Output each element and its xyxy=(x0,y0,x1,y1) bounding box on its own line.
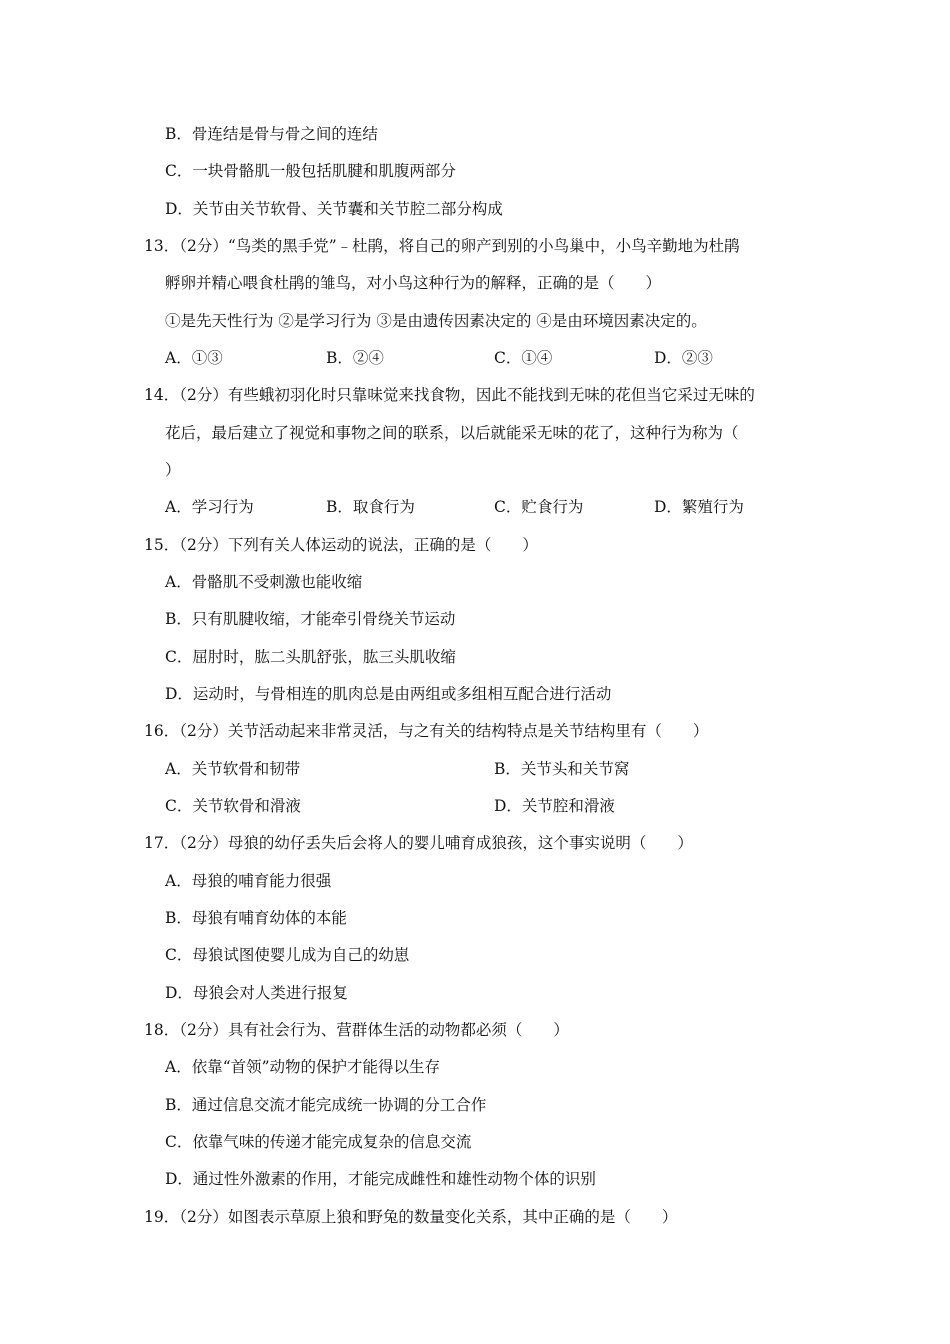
q18-option-b: B．通过信息交流才能完成统一协调的分工合作 xyxy=(165,1096,487,1114)
q17-option-b: B．母狼有哺育幼体的本能 xyxy=(165,909,347,927)
q18-stem: 18．（2分）具有社会行为、营群体生活的动物都必须（ ） xyxy=(144,1021,569,1039)
q12-option-b: B．骨连结是骨与骨之间的连结 xyxy=(165,125,378,143)
q16-option-d: D．关节腔和滑液 xyxy=(494,797,615,815)
q15-option-b: B．只有肌腱收缩，才能牵引骨绕关节运动 xyxy=(165,610,456,628)
q16-option-a: A．关节软骨和韧带 xyxy=(165,760,301,778)
q17-option-a: A．母狼的哺育能力很强 xyxy=(165,872,332,890)
q15-option-a: A．骨骼肌不受刺激也能收缩 xyxy=(165,573,363,591)
q14-stem-line1: 14．（2分）有些蛾初羽化时只靠味觉来找食物，因此不能找到无味的花但当它采过无味的 xyxy=(144,386,755,404)
q14-option-c: C．贮食行为 xyxy=(494,498,584,516)
q12-option-d: D．关节由关节软骨、关节囊和关节腔二部分构成 xyxy=(165,200,503,218)
q15-option-d: D．运动时，与骨相连的肌肉总是由两组或多组相互配合进行活动 xyxy=(165,685,612,703)
q15-stem: 15．（2分）下列有关人体运动的说法，正确的是（ ） xyxy=(144,536,538,554)
q15-option-c: C．屈肘时，肱二头肌舒张，肱三头肌收缩 xyxy=(165,648,456,666)
q13-option-b: B．②④ xyxy=(326,349,384,367)
q14-stem-line3: ） xyxy=(165,461,181,479)
q13-option-a: A．①③ xyxy=(165,349,223,367)
q18-option-a: A．依靠“首领”动物的保护才能得以生存 xyxy=(165,1058,441,1076)
q13-stem-line2: 孵卵并精心喂食杜鹃的雏鸟，对小鸟这种行为的解释，正确的是（ ） xyxy=(165,274,662,292)
q18-option-d: D．通过性外激素的作用，才能完成雌性和雄性动物个体的识别 xyxy=(165,1170,596,1188)
q13-stem-line1: 13．（2分）“鸟类的黑手党”﹣杜鹃，将自己的卵产到别的小鸟巢中，小鸟辛勤地为杜鹃 xyxy=(144,237,740,255)
q19-stem: 19．（2分）如图表示草原上狼和野兔的数量变化关系，其中正确的是（ ） xyxy=(144,1208,678,1226)
q13-option-d: D．②③ xyxy=(654,349,713,367)
q16-stem: 16．（2分）关节活动起来非常灵活，与之有关的结构特点是关节结构里有（ ） xyxy=(144,722,709,740)
q13-statements: ①是先天性行为 ②是学习行为 ③是由遗传因素决定的 ④是由环境因素决定的。 xyxy=(165,312,707,330)
q14-stem-line2: 花后，最后建立了视觉和事物之间的联系，以后就能采无味的花了，这种行为称为（ xyxy=(165,424,739,442)
q12-option-c: C．一块骨骼肌一般包括肌腱和肌腹两部分 xyxy=(165,162,456,180)
q17-option-c: C．母狼试图使婴儿成为自己的幼崽 xyxy=(165,946,410,964)
q17-option-d: D．母狼会对人类进行报复 xyxy=(165,984,348,1002)
q17-stem: 17．（2分）母狼的幼仔丢失后会将人的婴儿哺育成狼孩，这个事实说明（ ） xyxy=(144,834,693,852)
q16-option-c: C．关节软骨和滑液 xyxy=(165,797,301,815)
q14-option-d: D．繁殖行为 xyxy=(654,498,744,516)
q16-option-b: B．关节头和关节窝 xyxy=(494,760,630,778)
q13-option-c: C．①④ xyxy=(494,349,553,367)
q14-option-b: B．取食行为 xyxy=(326,498,415,516)
q14-option-a: A．学习行为 xyxy=(165,498,254,516)
q18-option-c: C．依靠气味的传递才能完成复杂的信息交流 xyxy=(165,1133,472,1151)
